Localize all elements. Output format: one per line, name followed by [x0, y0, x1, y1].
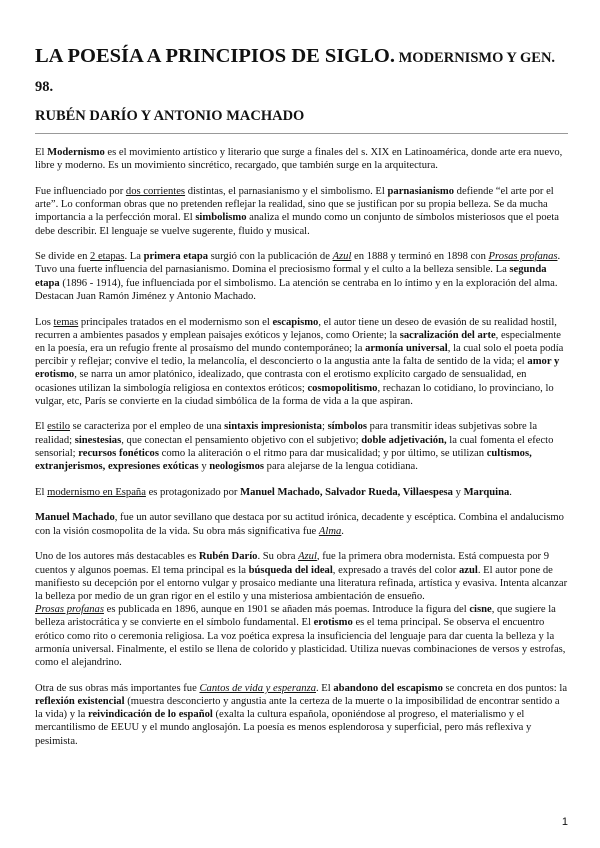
title-divider: [35, 133, 568, 134]
page-title: [35, 40, 568, 127]
paragraph-ruben-dario: Uno de los autores más destacables es Rubén Darío. Su obra Azul, fue la primera obra modernista. Está compuesta por 9 cuentos y algunos poemas. El tema principal es la búsqueda del ideal, expresado a través del color azul. El autor pone de manifiesto su decepción por el entorno vulgar y prosaico mediante una literatura refinada, artística y evasiva. Intenta alcanzar la belleza por medio de un gran rigor en el estilo y una misteriosa ambientación de ensueño. Prosas profanas es publicada en 1896, aunque en 1901 se añaden más poemas. Introduce la figura del cisne, que sugiere la belleza aristocrática y se convierte en el símbolo fundamental. El erotismo es el tema principal. Se observa el encuentro erótico como rito o ceremonia religiosa. La voz poética expresa la insuficiencia del lenguaje para dar cuenta la belleza y la armonía universal. Finalmente, el estilo se llena de colorido y plasticidad. Utiliza nuevas combinaciones de versos y estrofas, como el alejandrino.: [35, 551, 568, 668]
paragraph-intro: El Modernismo es el movimiento artístico y literario que surge a finales del s. XIX en Latinoamérica, donde arte era nuevo, libre y moderno. Es un movimiento sincrético, recargado, que también surge en la arquitectura.: [35, 147, 563, 172]
title-main: LA POESÍA A PRINCIPIOS DE SIGLO.: [35, 45, 395, 67]
title-subtitle-2: RUBÉN DARÍO Y ANTONIO MACHADO: [35, 108, 305, 124]
paragraph-themes: Los temas principales tratados en el modernismo son el escapismo, el autor tiene un deseo de evasión de su realidad hostil, recurren a ambientes pasados y emplean paisajes exóticos y lejanos, como Oriente; la sacralización del arte, especialmente en la poesía, era un refugio frente al prosaísmo del mundo contemporáneo; la armonía universal, la cual solo el poeta podía percibir y reflejar; convive el tedio, la melancolía, el desconcierto o la angustia ante la falta de sentido de la vida; el amor y erotismo, se narra un amor platónico, idealizado, que contrasta con el erotismo explícito cargado de sensualidad, en ocasiones utilizan la simbología religiosa en contextos eróticos; cosmopolitismo, rechazan lo cotidiano, lo provinciano, lo vulgar, etc, París se convierte en la ciudad simbólica de la forma de vida a la que aspiran.: [35, 316, 564, 407]
paragraph-stages: Se divide en 2 etapas. La primera etapa surgió con la publicación de Azul en 1888 y terminó en 1898 con Prosas profanas. Tuvo una fuerte influencia del parnasianismo. Domina el preciosismo formal y el culto a la belleza sensible. La segunda etapa (1896 - 1914), fue influenciada por el simbolismo. La atención se centraba en lo íntimo y en la exploración del alma. Destacan Juan Ramón Jiménez y Antonio Machado.: [35, 251, 561, 302]
paragraph-cantos: Otra de sus obras más importantes fue Cantos de vida y esperanza. El abandono del escapismo se concreta en dos puntos: la reflexión existencial (muestra desconcierto y angustia ante la certeza de la muerte o la imposibilidad de encontrar sentido a la vida) y la reivindicación de lo español (exalta la cultura española, oponiéndose al progreso, el materialismo y el mercantilismo de EEUU y el mundo anglosajón. La poesía es menos esplendorosa y superficial, pero más reflexiva y pesimista.: [35, 682, 568, 747]
page-number: 1: [561, 816, 568, 828]
paragraph-style: El estilo se caracteriza por el empleo de una sintaxis impresionista; símbolos para transmitir ideas subjetivas sobre la realidad; sinestesias, que conectan el pensamiento objetivo con el subjetivo; doble adjetivación, la cual fomenta el efecto sensorial; recursos fonéticos como la aliteración o el ritmo para dar musicalidad; y por último, se utilizan cultismos, extranjerismos, expresiones exóticas y neologismos para alejarse de la lengua cotidiana.: [35, 421, 554, 473]
paragraph-manuel-machado: Manuel Machado, fue un autor sevillano que destaca por su actitud irónica, decadente y escéptica. Combina el andalucismo con la visión cosmopolita de la vida. Su obra más significativa fue Alma.: [35, 512, 564, 537]
paragraph-spain: El modernismo en España es protagonizado por Manuel Machado, Salvador Rueda, Villaespesa y Marquina.: [35, 486, 512, 498]
title-subtitle-1: MODERNISMO Y GEN. 98.: [35, 50, 556, 95]
paragraph-influences: Fue influenciado por dos corrientes distintas, el parnasianismo y el simbolismo. El parnasianismo defiende “el arte por el arte”. Lo conforman obras que no pretenden reflejar la realidad, sino que se justifican por su propia belleza. Se da mucha importancia a la perfección moral. El simbolismo analiza el mundo como un conjunto de símbolos misteriosos que el poeta debe describir. El lenguaje se vuelve sugerente, fluido y musical.: [35, 185, 559, 237]
